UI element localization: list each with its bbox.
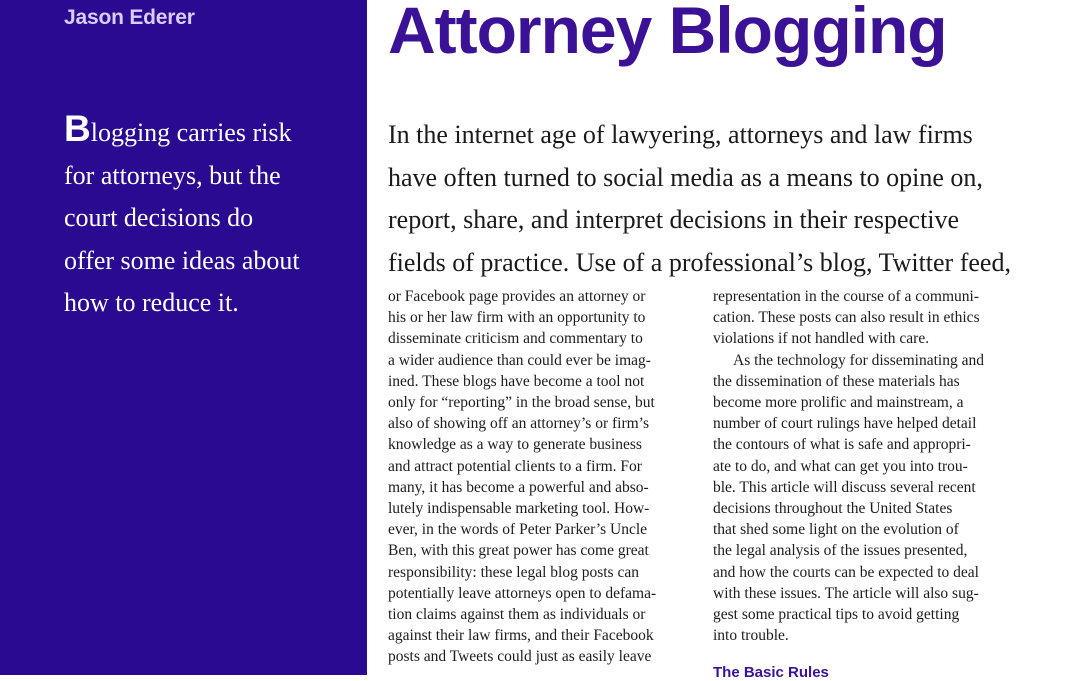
body-line: the dissemination of these materials has xyxy=(713,372,960,390)
intro-paragraph xyxy=(388,114,1038,284)
body-line: only for “reporting” in the broad sense, but xyxy=(388,394,655,412)
intro-line: have often turned to social media as a means to opine on, xyxy=(388,162,983,192)
body-line: against their law firms, and their Facebook xyxy=(388,627,654,645)
body-line: ate to do, and what can get you into trou- xyxy=(713,457,968,475)
sidebar-panel xyxy=(0,0,367,675)
body-line: lutely indispensable marketing tool. How- xyxy=(388,500,650,518)
body-line: ble. This article will discuss several recent xyxy=(713,478,976,496)
body-line: number of court rulings have helped detail xyxy=(713,415,977,433)
body-column-right xyxy=(713,286,1017,646)
body-line: with these issues. The article will also sug- xyxy=(713,584,979,602)
drop-cap: B xyxy=(64,108,91,149)
body-line: a wider audience than could ever be imag- xyxy=(388,351,651,369)
body-line: potentially leave attorneys open to defama- xyxy=(388,584,657,602)
section-subheading: The Basic Rules xyxy=(713,664,829,681)
body-line: gest some practical tips to avoid getting xyxy=(713,606,960,624)
pull-quote-line: logging carries risk xyxy=(90,118,292,147)
body-line: representation in the course of a communi- xyxy=(713,288,979,305)
pull-quote-line: offer some ideas about xyxy=(64,245,300,275)
body-line: decisions throughout the United States xyxy=(713,500,953,518)
body-line: the contours of what is safe and appropri- xyxy=(713,436,971,454)
body-line: As the technology for disseminating and xyxy=(733,351,984,369)
pull-quote-line: for attorneys, but the xyxy=(64,160,281,190)
body-line: responsibility: these legal blog posts can xyxy=(388,563,639,581)
author-byline: Jason Ederer xyxy=(64,6,195,29)
body-line: posts and Tweets could just as easily leave xyxy=(388,648,652,666)
body-line: Ben, with this great power has come great xyxy=(388,542,649,560)
body-line: disseminate criticism and commentary to xyxy=(388,330,643,348)
body-line: many, it has become a powerful and abso- xyxy=(388,478,649,496)
pull-quote-line: how to reduce it. xyxy=(64,288,239,317)
body-line: cation. These posts can also result in ethics xyxy=(713,309,980,327)
body-line: his or her law firm with an opportunity to xyxy=(388,309,646,327)
body-column-left xyxy=(388,286,692,668)
body-line: also of showing off an attorney’s or firm’s xyxy=(388,415,650,433)
pull-quote-line: court decisions do xyxy=(64,203,254,232)
body-line: the legal analysis of the issues presented, xyxy=(713,542,968,560)
body-line: or Facebook page provides an attorney or xyxy=(388,288,646,305)
body-line: ined. These blogs have become a tool not xyxy=(388,372,645,390)
intro-line: fields of practice. Use of a professional’s blog, Twitter feed, xyxy=(388,247,1011,277)
body-line: ever, in the words of Peter Parker’s Uncle xyxy=(388,521,648,539)
intro-line: In the internet age of lawyering, attorneys and law firms xyxy=(388,120,973,149)
body-line: tion claims against them as individuals or xyxy=(388,606,646,624)
body-line: into trouble. xyxy=(713,627,789,645)
intro-line: report, share, and interpret decisions in their respective xyxy=(388,205,960,234)
article-title: Attorney Blogging xyxy=(388,0,947,67)
body-line: violations if not handled with care. xyxy=(713,330,930,348)
body-line: and how the courts can be expected to deal xyxy=(713,563,979,581)
body-line: that shed some light on the evolution of xyxy=(713,521,959,539)
pull-quote xyxy=(64,108,334,325)
body-line: and attract potential clients to a firm. For xyxy=(388,457,642,475)
body-line: become more prolific and mainstream, a xyxy=(713,394,964,412)
body-line: knowledge as a way to generate business xyxy=(388,436,642,454)
